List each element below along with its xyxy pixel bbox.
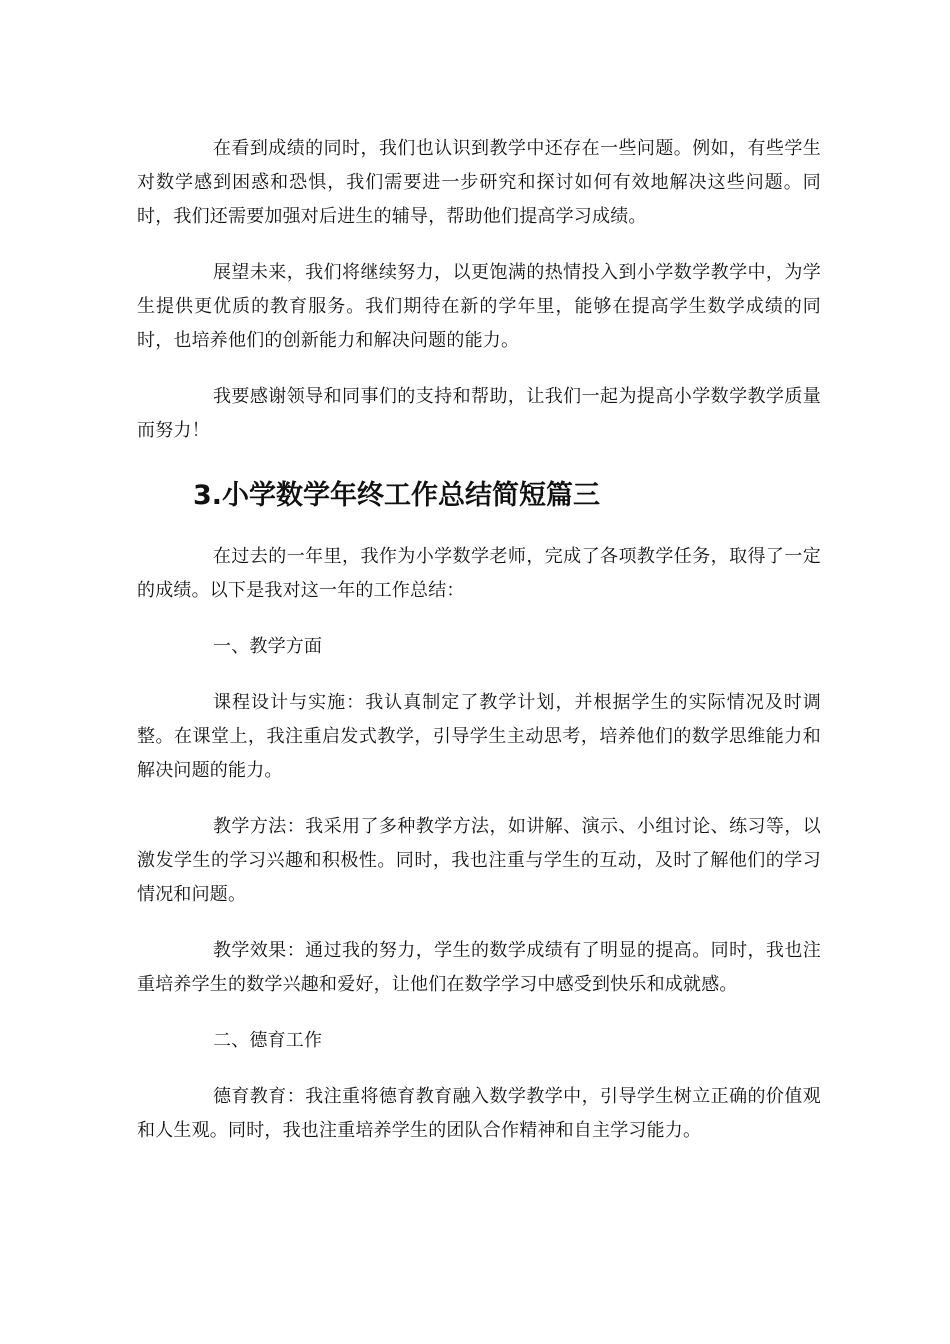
- paragraph-problems: 在看到成绩的同时，我们也认识到教学中还存在一些问题。例如，有些学生对数学感到困惑和恐惧，我们需要进一步研究和探讨如何有效地解决这些问题。同时，我们还需要加强对后进生的辅导，帮助他们提高学习成绩。: [137, 138, 821, 227]
- paragraph-intro: 在过去的一年里，我作为小学数学老师，完成了各项教学任务，取得了一定的成绩。以下是我对这一年的工作总结：: [137, 546, 821, 601]
- document-page: [137, 132, 821, 1170]
- paragraph-thanks: 我要感谢领导和同事们的支持和帮助，让我们一起为提高小学数学教学质量而努力！: [137, 386, 821, 441]
- subheading-teaching: 一、教学方面: [213, 636, 323, 657]
- paragraph-teaching-results: 教学效果：通过我的努力，学生的数学成绩有了明显的提高。同时，我也注重培养学生的数学兴趣和爱好，让他们在数学学习中感受到快乐和成就感。: [137, 940, 821, 995]
- subheading-moral-education: 二、德育工作: [213, 1030, 323, 1051]
- paragraph-teaching-methods: 教学方法：我采用了多种教学方法，如讲解、演示、小组讨论、练习等，以激发学生的学习兴趣和积极性。同时，我也注重与学生的互动，及时了解他们的学习情况和问题。: [137, 816, 821, 905]
- paragraph-outlook: 展望未来，我们将继续努力，以更饱满的热情投入到小学数学教学中，为学生提供更优质的教育服务。我们期待在新的学年里，能够在提高学生数学成绩的同时，也培养他们的创新能力和解决问题的能力。: [137, 262, 821, 351]
- section-heading: 3.小学数学年终工作总结简短篇三: [193, 480, 601, 511]
- paragraph-moral-education: 德育教育：我注重将德育教育融入数学教学中，引导学生树立正确的价值观和人生观。同时，我也注重培养学生的团队合作精神和自主学习能力。: [137, 1086, 821, 1141]
- paragraph-course-design: 课程设计与实施：我认真制定了教学计划，并根据学生的实际情况及时调整。在课堂上，我注重启发式教学，引导学生主动思考，培养他们的数学思维能力和解决问题的能力。: [137, 692, 821, 781]
